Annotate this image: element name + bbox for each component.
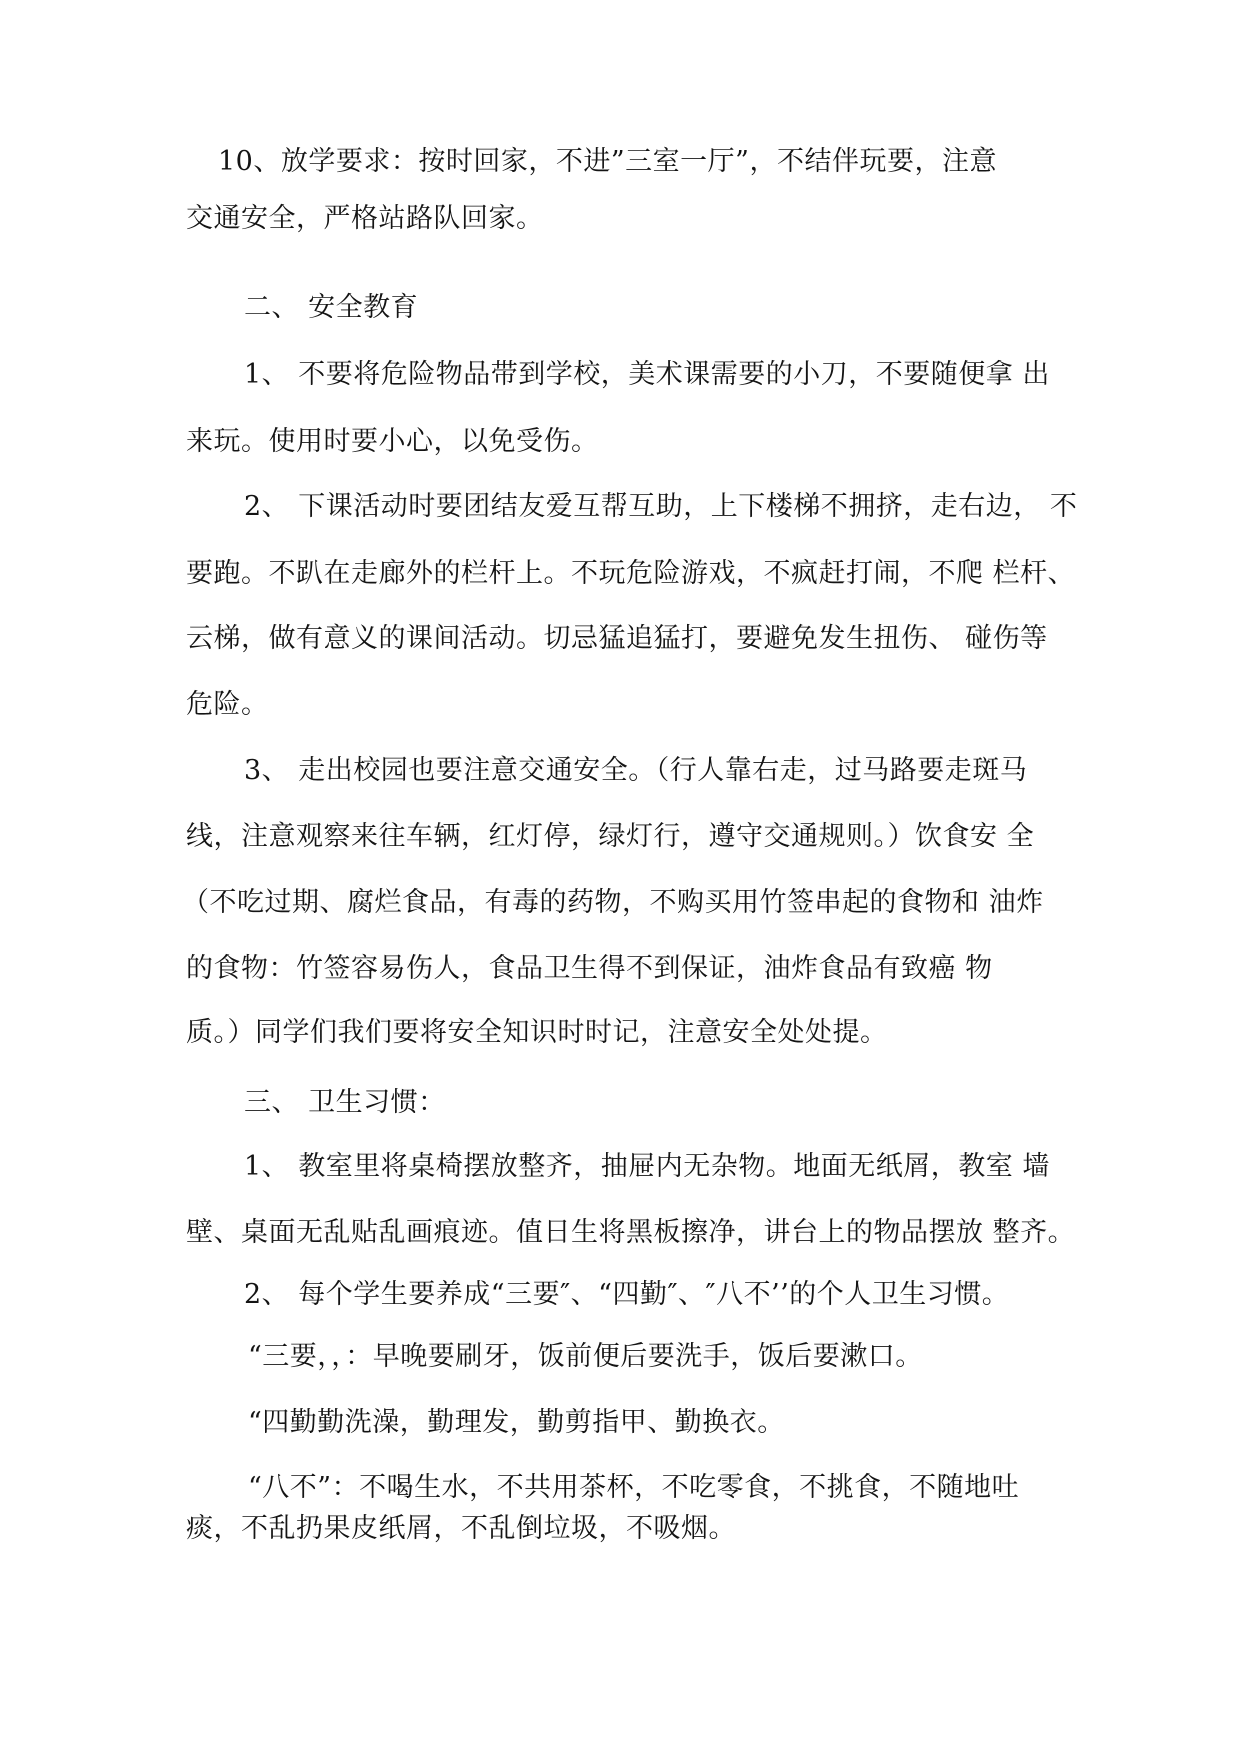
text-line: 2、 下课活动时要团结友爱互帮互助，上下楼梯不拥挤，走右边， 不 bbox=[244, 491, 1078, 522]
section-heading: 三、 卫生习惯： bbox=[244, 1087, 446, 1118]
text-line: 10、放学要求：按时回家，不进”三室一厅”，不结伴玩要，注意 bbox=[218, 146, 997, 177]
text-line: 危险。 bbox=[186, 689, 269, 720]
text-line: 1、 教室里将桌椅摆放整齐，抽屉内无杂物。地面无纸屑，教室 墙 bbox=[244, 1151, 1050, 1182]
section-heading: 二、 安全教育 bbox=[244, 292, 419, 323]
text-line: 3、 走出校园也要注意交通安全。（行人靠右走，过马路要走斑马 bbox=[244, 755, 1028, 786]
text-line: 要跑。不趴在走廊外的栏杆上。不玩危险游戏，不疯赶打闹，不爬 栏杆、 bbox=[186, 558, 1076, 589]
text-line: “八不”：不喝生水，不共用茶杯，不吃零食，不挑食，不随地吐 bbox=[248, 1472, 1020, 1503]
text-line: 痰，不乱扔果皮纸屑，不乱倒垃圾，不吸烟。 bbox=[186, 1513, 736, 1544]
text-line: 的食物：竹签容易伤人，食品卫生得不到保证，油炸食品有致癌 物 bbox=[186, 953, 993, 984]
text-line: 质。）同学们我们要将安全知识时时记，注意安全处处提。 bbox=[186, 1017, 888, 1048]
text-line: 1、 不要将危险物品带到学校，美术课需要的小刀，不要随便拿 出 bbox=[244, 359, 1050, 390]
text-line: 云梯，做有意义的课间活动。切忌猛追猛打，要避免发生扭伤、 碰伤等 bbox=[186, 623, 1048, 654]
text-line: （不吃过期、腐烂食品，有毒的药物，不购买用竹签串起的食物和 油炸 bbox=[182, 887, 1044, 918]
text-line: 交通安全，严格站路队回家。 bbox=[186, 203, 544, 234]
text-line: “四勤勤洗澡，勤理发，勤剪指甲、勤换衣。 bbox=[248, 1407, 785, 1438]
text-line: 2、 每个学生要养成“三要″、“四勤″、″八不’’的个人卫生习惯。 bbox=[244, 1279, 1010, 1310]
text-line: “三要，，：早晚要刷牙，饭前便后要洗手，饭后要漱口。 bbox=[248, 1341, 923, 1372]
text-line: 线，注意观察来往车辆，红灯停，绿灯行，遵守交通规则。）饮食安 全 bbox=[186, 821, 1035, 852]
text-line: 壁、桌面无乱贴乱画痕迹。值日生将黑板擦净，讲台上的物品摆放 整齐。 bbox=[186, 1217, 1076, 1248]
text-line: 来玩。使用时要小心，以免受伤。 bbox=[186, 426, 599, 457]
